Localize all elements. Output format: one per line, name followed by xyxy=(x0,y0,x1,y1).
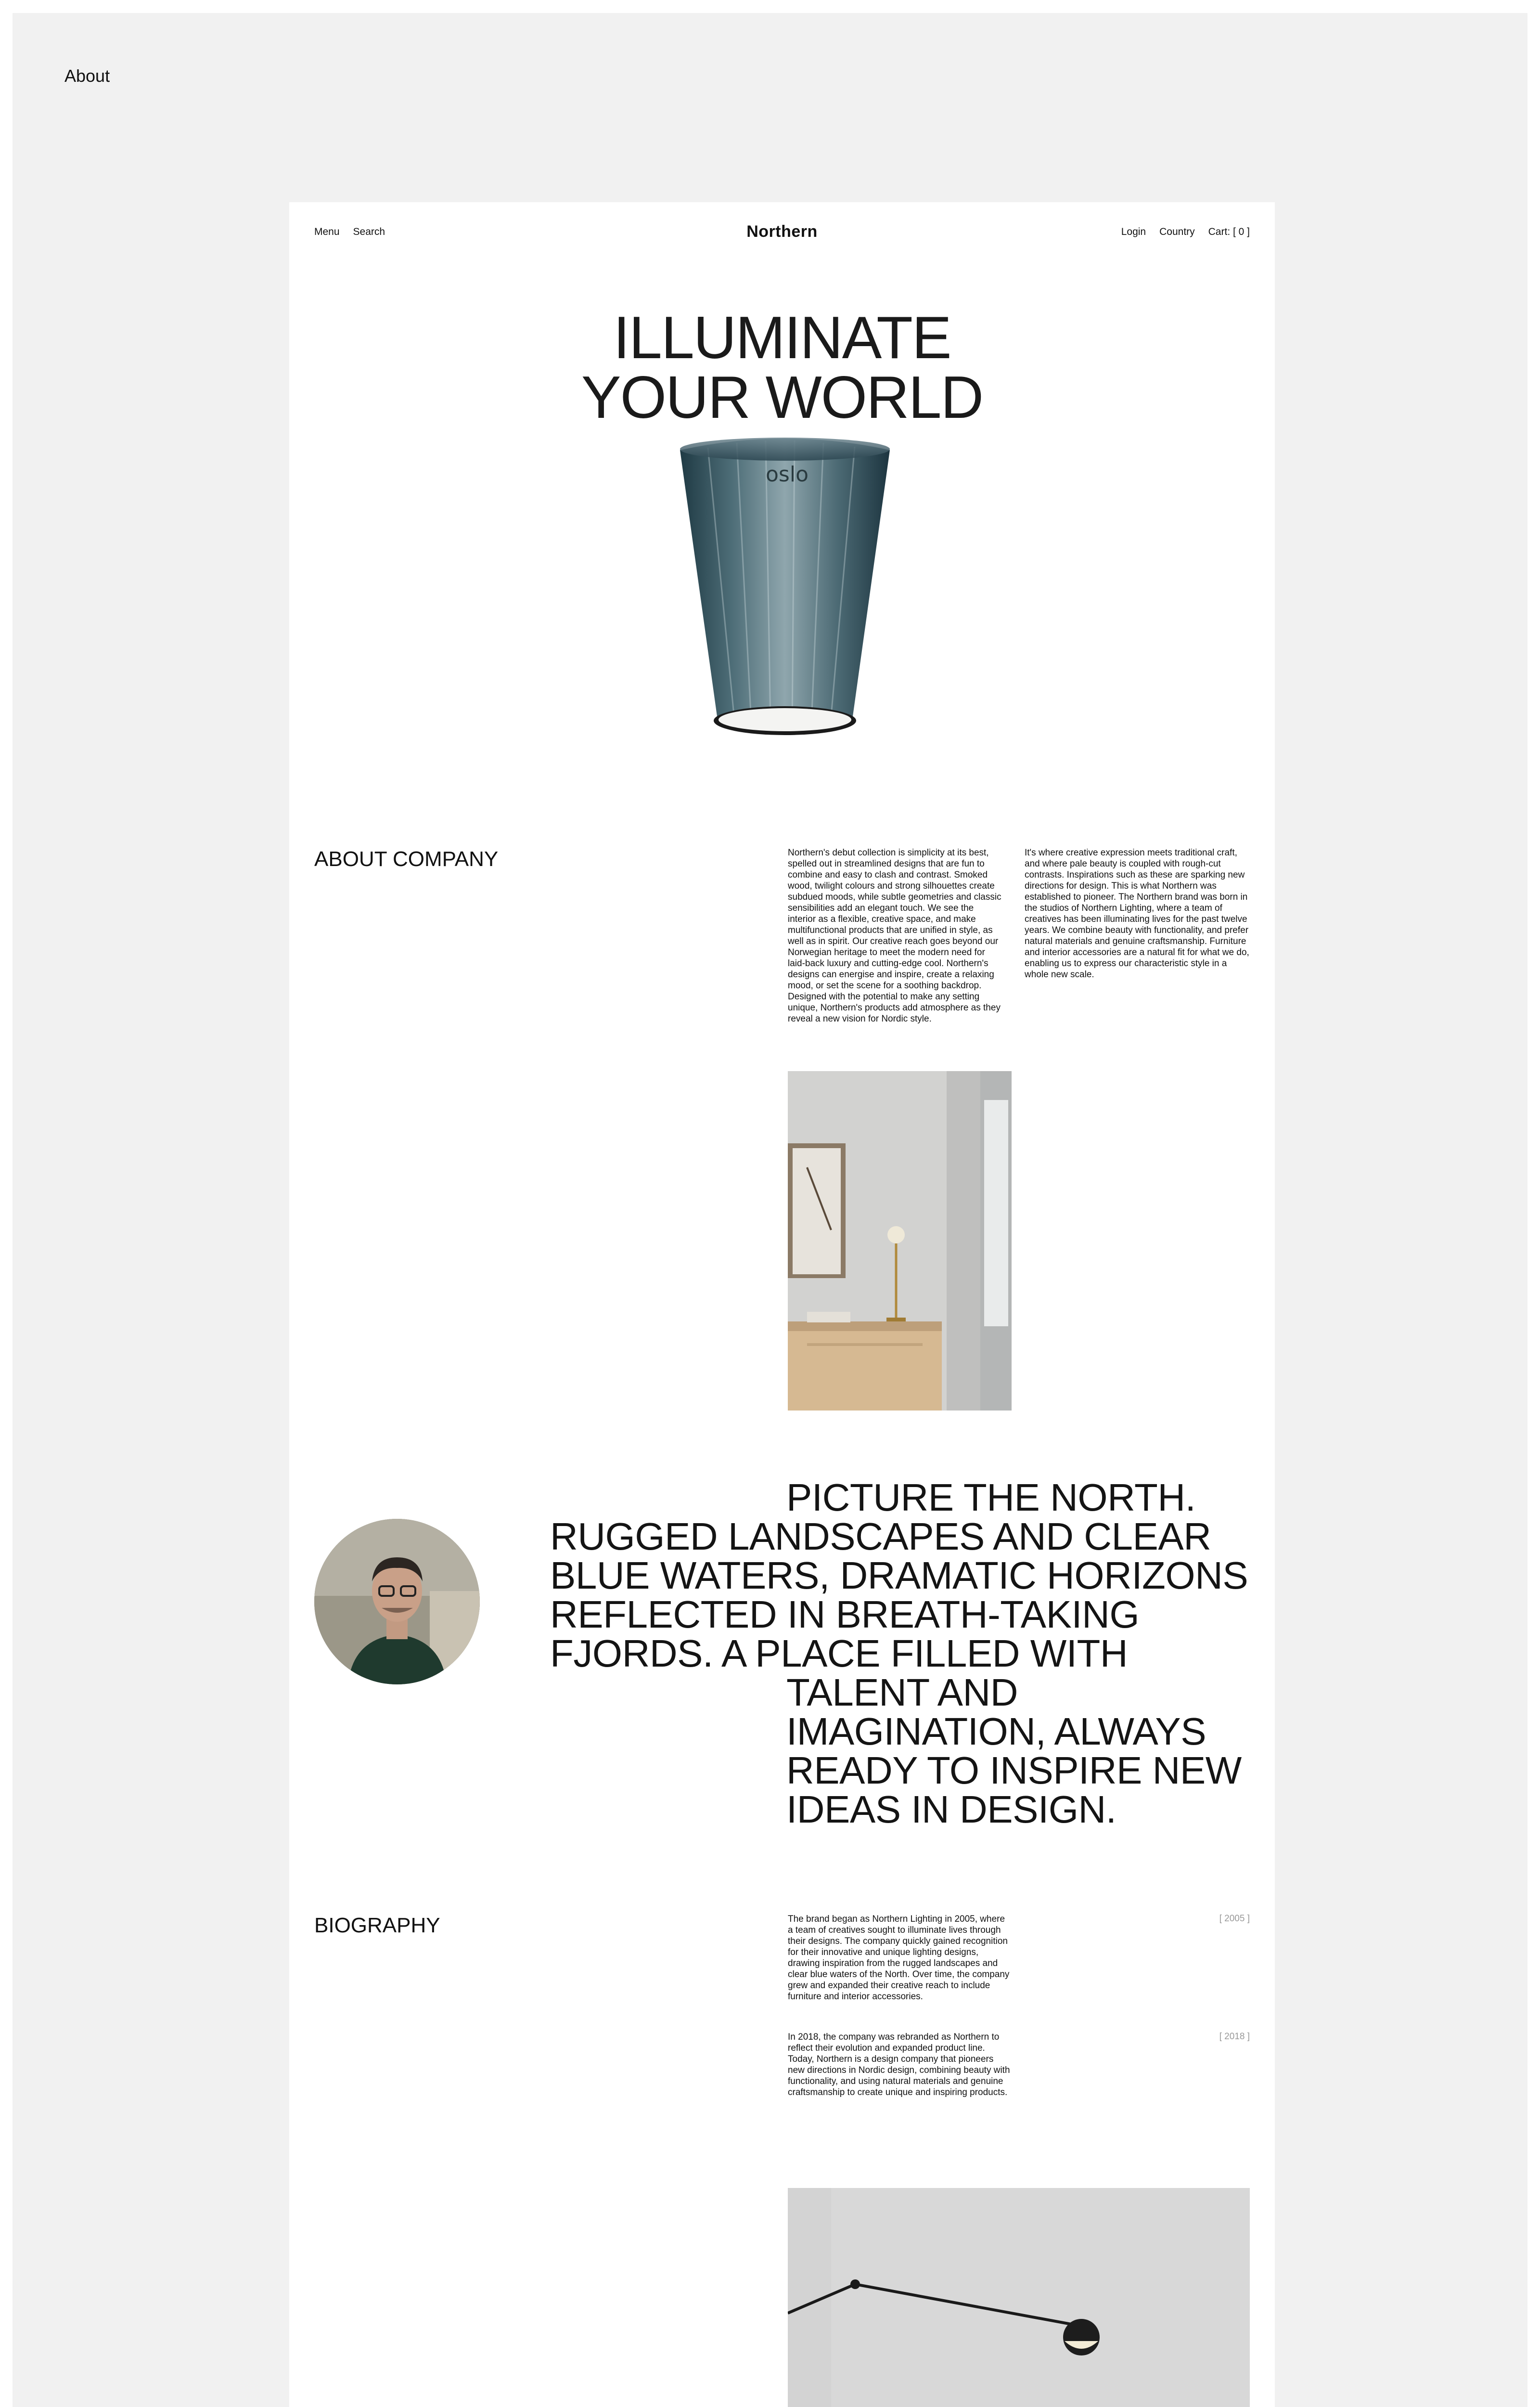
page-label: About xyxy=(64,66,110,86)
website-preview xyxy=(289,202,1275,2407)
quote-line: IMAGINATION, ALWAYS xyxy=(786,1710,1206,1753)
lamp-brand-text: oslo xyxy=(766,462,808,487)
biography-entry-2005: The brand began as Northern Lighting in 2005, where a team of creatives sought to illuminate lives through their designs. The company quickly gained recognition for their innovative and unique lighting designs, drawing inspiration from the rugged landscapes and clear blue waters of the North. Over time, the company grew and expanded their creative reach to include furniture and interior accessories. xyxy=(788,1914,1010,2002)
biography-entry-2018: In 2018, the company was rebranded as Northern to reflect their evolution and expanded product line. Today, Northern is a design company that pioneers new directions in Nordic design, combining beauty with functionality, and using natural materials and genuine craftsmanship to create unique and inspiring products. xyxy=(788,2032,1010,2097)
quote-line: IDEAS IN DESIGN. xyxy=(786,1788,1116,1831)
desk-lamp-photo xyxy=(788,1071,1012,1411)
quote-line: REFLECTED IN BREATH-TAKING xyxy=(550,1593,1140,1636)
living-room-photo xyxy=(788,2188,1250,2407)
cart-link[interactable]: Cart: [ 0 ] xyxy=(1208,226,1250,237)
search-link[interactable]: Search xyxy=(353,226,385,237)
quote-line: BLUE WATERS, DRAMATIC HORIZONS xyxy=(550,1554,1248,1597)
hero-title-line2: YOUR WORLD xyxy=(581,364,983,431)
brand-quote xyxy=(289,1478,1275,1834)
about-text-col2: It's where creative expression meets traditional craft, and where pale beauty is coupled with rough-cut contrasts. Inspirations such as these are sparking new directions for design. This is what Northern was established to pioneer. The Northern brand was born in the studios of Northern Lighting, where a team of creatives has been illuminating lives for the past twelve years. We combine beauty with functionality, and prefer natural materials and genuine craftsmanship. Furniture and interior accessories are a natural fit for what we do, enabling us to express our characteristic style in a whole new scale. xyxy=(1025,848,1249,980)
quote-line: PICTURE THE NORTH. xyxy=(786,1476,1196,1519)
menu-link[interactable]: Menu xyxy=(314,226,340,237)
brand-logo[interactable]: Northern xyxy=(746,222,818,241)
quote-line: TALENT AND xyxy=(786,1671,1018,1714)
about-title: ABOUT COMPANY xyxy=(314,847,499,871)
biography-year-2018: [ 2018 ] xyxy=(1219,2032,1250,2042)
biography-title: BIOGRAPHY xyxy=(314,1914,440,1937)
page-frame xyxy=(13,13,1527,2407)
hero-title-line1: ILLUMINATE xyxy=(613,305,951,371)
login-link[interactable]: Login xyxy=(1121,226,1146,237)
about-text-col1: Northern's debut collection is simplicity at its best, spelled out in streamlined designs that are fun to combine and easy to clash and contrast. Smoked wood, twilight colours and strong silhouettes create subdued moods, while subtle geometries and classic sensibilities add an elegant touch. We see the interior as a flexible, creative space, and make multifunctional products that are unified in style, as well as in spirit. Our creative reach goes beyond our Norwegian heritage to meet the modern need for laid-back luxury and cutting-edge cool. Northern's designs can energise and inspire, create a relaxing mood, or set the scene for a soothing backdrop. Designed with the potential to make any setting unique, Northern's products add atmosphere as they reveal a new vision for Nordic style. xyxy=(788,848,1001,1024)
country-link[interactable]: Country xyxy=(1159,226,1195,237)
pendant-lamp-image xyxy=(674,436,896,744)
quote-line: FJORDS. A PLACE FILLED WITH xyxy=(550,1632,1128,1675)
quote-line: RUGGED LANDSCAPES AND CLEAR xyxy=(550,1515,1211,1558)
biography-year-2005: [ 2005 ] xyxy=(1219,1914,1250,1924)
top-nav xyxy=(289,202,1275,262)
hero-title xyxy=(289,305,1275,431)
quote-line: READY TO INSPIRE NEW xyxy=(786,1749,1242,1792)
